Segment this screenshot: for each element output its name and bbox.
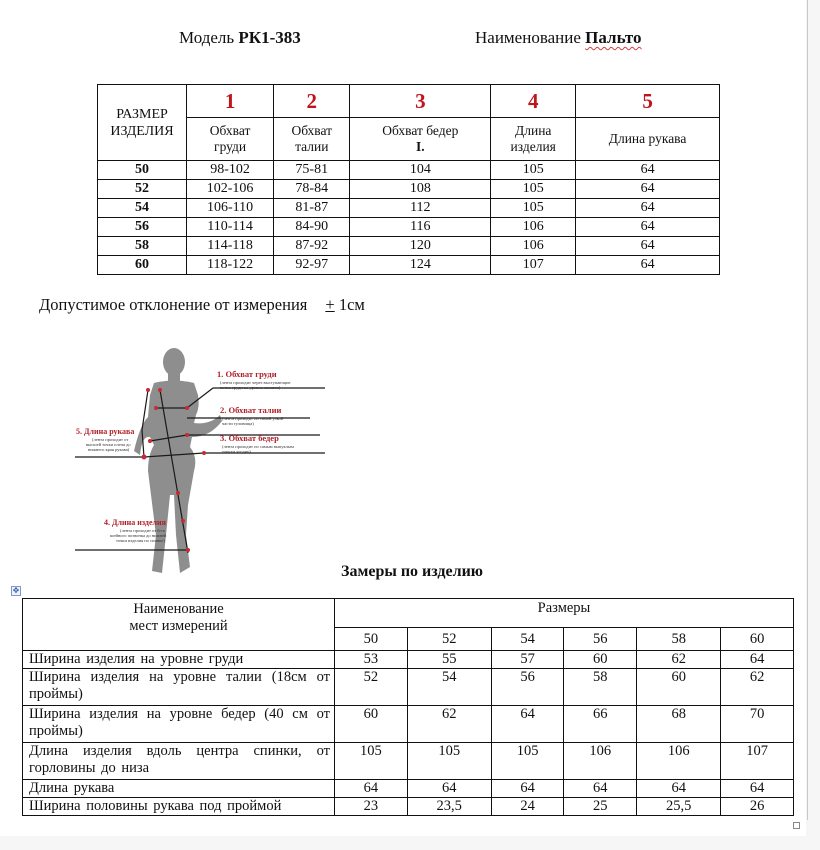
- size-cell: 124: [350, 256, 491, 275]
- size-cell: 104: [350, 161, 491, 180]
- header-line: Наименование: [133, 601, 224, 617]
- note-waist-2: части туловища): [222, 421, 254, 426]
- size-cell: 64: [576, 161, 720, 180]
- measurement-value: 62: [407, 706, 491, 743]
- measurement-value: 64: [491, 780, 564, 798]
- measurement-row: [23, 780, 794, 798]
- measurement-value: 66: [564, 706, 637, 743]
- measurement-value: 53: [335, 651, 408, 669]
- measurement-value: 64: [637, 780, 721, 798]
- measurement-name: Ширина изделия на уровне груди: [23, 651, 335, 669]
- size-value: 54: [98, 199, 187, 218]
- size-cell: 78-84: [274, 180, 350, 199]
- measurement-value: 105: [491, 743, 564, 780]
- column-number: 2: [274, 85, 350, 118]
- measurement-value: 54: [407, 669, 491, 706]
- measurement-name: Ширина половины рукава под проймой: [23, 798, 335, 816]
- size-cell: 116: [350, 218, 491, 237]
- product-name-value: Пальто: [585, 28, 642, 47]
- measurement-value: 62: [637, 651, 721, 669]
- measurement-value: 52: [335, 669, 408, 706]
- size-cell: 92-97: [274, 256, 350, 275]
- measurement-value: 106: [564, 743, 637, 780]
- plus-minus-sign: +: [325, 295, 335, 314]
- measurement-value: 23: [335, 798, 408, 816]
- sizes-header: Размеры: [335, 599, 794, 628]
- measurement-row: [23, 743, 794, 780]
- label-line: Обхват: [209, 123, 251, 138]
- tolerance-note: [39, 295, 365, 315]
- label-length: 4. Длина изделия: [104, 518, 166, 527]
- size-row: [98, 199, 720, 218]
- size-cell: 118-122: [187, 256, 274, 275]
- header-line: мест измерений: [129, 618, 228, 634]
- measurement-value: 58: [564, 669, 637, 706]
- label-line: Обхват: [291, 123, 333, 138]
- label-sleeve: 5. Длина рукава: [76, 427, 135, 436]
- measurement-value: 64: [721, 651, 794, 669]
- measurement-value: 55: [407, 651, 491, 669]
- size-cell: 87-92: [274, 237, 350, 256]
- measurement-value: 64: [335, 780, 408, 798]
- model-line: [179, 28, 301, 48]
- size-column-header: 52: [407, 628, 491, 651]
- tolerance-value: 1см: [334, 295, 365, 314]
- measurement-value: 107: [721, 743, 794, 780]
- measurement-name: Ширина изделия на уровне талии (18см от проймы): [23, 669, 335, 706]
- note-chest-2: точки груди на уровне лопаток): [220, 385, 281, 390]
- note-chest-1: (лента проходит через выступающие: [220, 380, 291, 385]
- measurement-value: 25: [564, 798, 637, 816]
- measurement-row: [23, 669, 794, 706]
- note-waist-1: (лента проходит по самой узкой: [222, 416, 284, 421]
- column-label-waist: [274, 118, 350, 161]
- garment-measurements-table: [22, 598, 794, 816]
- measurement-name-header: [23, 599, 335, 651]
- size-row: [98, 180, 720, 199]
- product-name-line: [475, 28, 642, 48]
- measurement-value: 106: [637, 743, 721, 780]
- size-column-header: [98, 85, 187, 161]
- model-label: Модель: [179, 28, 235, 47]
- measurement-value: 70: [721, 706, 794, 743]
- size-cell: 64: [576, 256, 720, 275]
- measurement-value: 105: [407, 743, 491, 780]
- label-line: груди: [214, 139, 247, 154]
- size-header-line: РАЗМЕР: [116, 106, 168, 122]
- measurement-value: 60: [564, 651, 637, 669]
- size-column-header: 60: [721, 628, 794, 651]
- size-column-header: 54: [491, 628, 564, 651]
- label-line: Длина рукава: [608, 131, 687, 146]
- size-chart-table: [97, 84, 720, 275]
- size-row: [98, 237, 720, 256]
- size-cell: 64: [576, 199, 720, 218]
- label-hips: 3. Обхват бедер: [220, 433, 279, 443]
- size-cell: 108: [350, 180, 491, 199]
- size-cell: 98-102: [187, 161, 274, 180]
- column-number: 4: [491, 85, 576, 118]
- size-cell: 110-114: [187, 218, 274, 237]
- measurement-diagram: [70, 345, 340, 580]
- size-value: 52: [98, 180, 187, 199]
- column-label-length: [491, 118, 576, 161]
- size-cell: 107: [491, 256, 576, 275]
- measurement-value: 60: [335, 706, 408, 743]
- size-cell: 64: [576, 237, 720, 256]
- measurement-name: Длина изделия вдоль центра спинки, от горловины до низа: [23, 743, 335, 780]
- measurement-name: Длина рукава: [23, 780, 335, 798]
- label-waist: 2. Обхват талии: [220, 405, 282, 415]
- size-value: 50: [98, 161, 187, 180]
- measure-lines: [75, 388, 325, 553]
- page-edge: [807, 0, 808, 820]
- label-line: Длина: [515, 123, 552, 138]
- size-cell: 105: [491, 199, 576, 218]
- measurements-title: Замеры по изделию: [341, 563, 484, 580]
- size-value: 56: [98, 218, 187, 237]
- measurement-value: 56: [491, 669, 564, 706]
- measurement-row: [23, 706, 794, 743]
- size-cell: 112: [350, 199, 491, 218]
- measurement-value: 57: [491, 651, 564, 669]
- label-chest: 1. Обхват груди: [217, 369, 277, 379]
- label-line: Обхват бедер: [382, 123, 459, 138]
- column-number: 3: [350, 85, 491, 118]
- size-cell: 84-90: [274, 218, 350, 237]
- table-resize-handle[interactable]: [793, 822, 800, 829]
- size-column-header: 50: [335, 628, 408, 651]
- note-hips-1: (лента проходит по самым выпуклым: [222, 444, 294, 449]
- label-line: изделия: [510, 139, 556, 154]
- column-label-chest: [187, 118, 274, 161]
- measurement-row: [23, 651, 794, 669]
- measurement-value: 64: [491, 706, 564, 743]
- measurement-value: 64: [564, 780, 637, 798]
- size-cell: 106: [491, 237, 576, 256]
- label-line: I.: [415, 139, 425, 154]
- measurement-value: 105: [335, 743, 408, 780]
- model-value: РК1-383: [238, 28, 301, 47]
- size-cell: 120: [350, 237, 491, 256]
- note-hips-2: точкам ягодиц): [222, 449, 251, 454]
- column-number: 5: [576, 85, 720, 118]
- table-move-handle-icon[interactable]: ✥: [12, 586, 20, 595]
- measurement-value: 24: [491, 798, 564, 816]
- size-cell: 105: [491, 161, 576, 180]
- measurement-value: 25,5: [637, 798, 721, 816]
- tolerance-text: Допустимое отклонение от измерения: [39, 295, 308, 314]
- size-cell: 106-110: [187, 199, 274, 218]
- size-cell: 64: [576, 218, 720, 237]
- size-header-line: ИЗДЕЛИЯ: [110, 123, 174, 139]
- measurement-value: 23,5: [407, 798, 491, 816]
- size-cell: 114-118: [187, 237, 274, 256]
- note-sleeve-1: (лента проходит от: [92, 437, 129, 442]
- measurement-value: 62: [721, 669, 794, 706]
- size-value: 60: [98, 256, 187, 275]
- note-length-2: шейного позвонка до нижней: [110, 533, 167, 538]
- note-length-3: точки изделия по спинке): [116, 538, 165, 543]
- size-cell: 105: [491, 180, 576, 199]
- note-sleeve-2: высшей точки плеча до: [86, 442, 131, 447]
- size-column-header: 58: [637, 628, 721, 651]
- body-figure-svg: [70, 345, 340, 580]
- column-number: 1: [187, 85, 274, 118]
- size-cell: 75-81: [274, 161, 350, 180]
- size-row: [98, 218, 720, 237]
- note-sleeve-3: нижнего края рукава): [88, 447, 130, 452]
- size-cell: 64: [576, 180, 720, 199]
- measurement-value: 26: [721, 798, 794, 816]
- column-label-hips: [350, 118, 491, 161]
- size-cell: 81-87: [274, 199, 350, 218]
- size-column-header: 56: [564, 628, 637, 651]
- measurement-value: 68: [637, 706, 721, 743]
- column-label-sleeve: [576, 118, 720, 161]
- measurement-value: 60: [637, 669, 721, 706]
- size-value: 58: [98, 237, 187, 256]
- product-name-label: Наименование: [475, 28, 581, 47]
- note-length-1: (лента проходит от 6-го: [120, 528, 166, 533]
- size-cell: 102-106: [187, 180, 274, 199]
- size-row: [98, 161, 720, 180]
- size-cell: 106: [491, 218, 576, 237]
- measurement-value: 64: [407, 780, 491, 798]
- measurement-row: [23, 798, 794, 816]
- label-line: талии: [295, 139, 329, 154]
- measurement-name: Ширина изделия на уровне бедер (40 см от проймы): [23, 706, 335, 743]
- measurement-value: 64: [721, 780, 794, 798]
- size-row: [98, 256, 720, 275]
